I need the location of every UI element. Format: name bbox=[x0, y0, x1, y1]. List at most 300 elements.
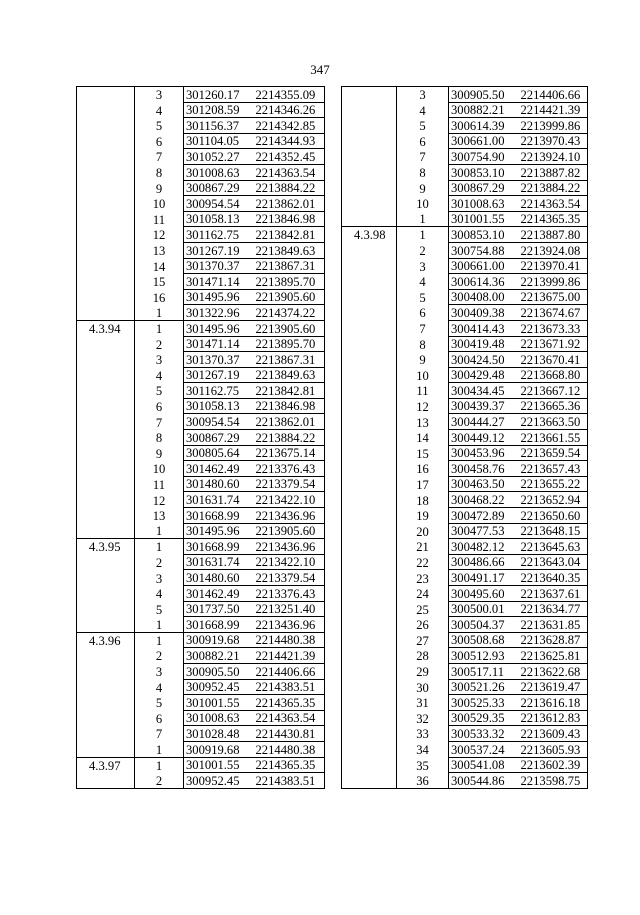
x-coordinate-cell: 301001.55 bbox=[184, 695, 254, 711]
table-row bbox=[342, 601, 588, 617]
point-number-cell: 13 bbox=[416, 415, 429, 430]
point-number-cell: 17 bbox=[416, 477, 429, 492]
table-row bbox=[77, 102, 325, 118]
table-row bbox=[342, 289, 588, 305]
x-coordinate-cell: 300954.54 bbox=[184, 414, 254, 430]
x-coordinate-cell: 300853.10 bbox=[449, 164, 519, 180]
x-coordinate-cell: 300491.17 bbox=[449, 570, 519, 586]
section-cell bbox=[77, 367, 135, 383]
table-row bbox=[77, 601, 325, 617]
table-row bbox=[77, 383, 325, 399]
y-coordinate-cell: 2214346.26 bbox=[254, 102, 325, 118]
x-coordinate-cell: 300867.29 bbox=[184, 430, 254, 446]
section-cell bbox=[77, 461, 135, 477]
section-cell: 4.3.96 bbox=[77, 632, 135, 648]
x-coordinate-cell: 300504.37 bbox=[449, 617, 519, 633]
x-coordinate-cell: 301471.14 bbox=[184, 336, 254, 352]
table-row bbox=[77, 133, 325, 149]
x-coordinate-cell: 301267.19 bbox=[184, 367, 254, 383]
section-cell bbox=[342, 679, 397, 695]
point-number-cell: 31 bbox=[416, 696, 429, 711]
section-cell bbox=[342, 461, 397, 477]
point-number-cell: 2 bbox=[155, 555, 163, 570]
table-row bbox=[342, 274, 588, 290]
point-number-cell: 8 bbox=[419, 166, 426, 181]
y-coordinate-cell: 2213376.43 bbox=[254, 586, 325, 602]
point-number-cell: 1 bbox=[397, 227, 449, 243]
x-coordinate-cell: 301162.75 bbox=[184, 383, 254, 399]
y-coordinate-cell: 2213657.43 bbox=[519, 461, 588, 477]
section-cell bbox=[77, 570, 135, 586]
section-cell bbox=[342, 398, 397, 414]
point-number-cell: 5 bbox=[155, 602, 163, 617]
y-coordinate-cell: 2214383.51 bbox=[254, 773, 325, 789]
y-coordinate-cell: 2213652.94 bbox=[519, 492, 588, 508]
section-cell bbox=[77, 164, 135, 180]
section-cell: 4.3.95 bbox=[77, 539, 135, 555]
section-cell bbox=[342, 336, 397, 352]
x-coordinate-cell: 301480.60 bbox=[184, 570, 254, 586]
point-number-cell: 20 bbox=[416, 524, 429, 539]
point-number-cell: 7 bbox=[419, 150, 426, 165]
point-number-cell: 5 bbox=[419, 119, 426, 134]
table-row bbox=[342, 726, 588, 742]
section-cell bbox=[342, 367, 397, 383]
section-cell bbox=[342, 539, 397, 555]
x-coordinate-cell: 301052.27 bbox=[184, 149, 254, 165]
x-coordinate-cell: 300754.88 bbox=[449, 242, 519, 258]
table-row bbox=[77, 632, 325, 648]
x-coordinate-cell: 300414.43 bbox=[449, 320, 519, 336]
section-cell bbox=[77, 102, 135, 118]
point-number-cell: 7 bbox=[419, 322, 426, 336]
point-number-cell: 25 bbox=[416, 602, 429, 617]
section-cell bbox=[77, 414, 135, 430]
x-coordinate-cell: 301668.99 bbox=[184, 617, 254, 633]
section-cell bbox=[77, 227, 135, 243]
table-row bbox=[77, 695, 325, 711]
point-number-cell: 24 bbox=[416, 587, 429, 602]
y-coordinate-cell: 2213631.85 bbox=[519, 617, 588, 633]
section-cell bbox=[77, 663, 135, 679]
section-cell bbox=[342, 352, 397, 368]
table-row bbox=[342, 523, 588, 539]
table-row bbox=[77, 118, 325, 134]
y-coordinate-cell: 2213609.43 bbox=[519, 726, 588, 742]
x-coordinate-cell: 300954.54 bbox=[184, 196, 254, 212]
x-coordinate-cell: 300905.50 bbox=[184, 663, 254, 679]
point-number-cell: 35 bbox=[416, 758, 429, 773]
section-cell bbox=[342, 430, 397, 446]
table-row bbox=[77, 289, 325, 305]
x-coordinate-cell: 300905.50 bbox=[449, 87, 519, 103]
section-cell bbox=[77, 695, 135, 711]
table-row bbox=[342, 352, 588, 368]
point-number-cell: 19 bbox=[416, 509, 429, 524]
section-cell bbox=[342, 617, 397, 633]
x-coordinate-cell: 300614.36 bbox=[449, 274, 519, 290]
y-coordinate-cell: 2214344.93 bbox=[254, 133, 325, 149]
x-coordinate-cell: 300472.89 bbox=[449, 508, 519, 524]
x-coordinate-cell: 300867.29 bbox=[184, 180, 254, 196]
x-coordinate-cell: 300521.26 bbox=[449, 679, 519, 695]
y-coordinate-cell: 2213422.10 bbox=[254, 554, 325, 570]
y-coordinate-cell: 2214383.51 bbox=[254, 679, 325, 695]
y-coordinate-cell: 2213648.15 bbox=[519, 523, 588, 539]
point-number-cell: 6 bbox=[155, 399, 163, 414]
section-cell bbox=[342, 383, 397, 399]
y-coordinate-cell: 2214430.81 bbox=[254, 726, 325, 742]
x-coordinate-cell: 300453.96 bbox=[449, 445, 519, 461]
table-row bbox=[77, 476, 325, 492]
y-coordinate-cell: 2213605.93 bbox=[519, 741, 588, 757]
y-coordinate-cell: 2213650.60 bbox=[519, 508, 588, 524]
x-coordinate-cell: 301668.99 bbox=[184, 539, 254, 555]
x-coordinate-cell: 300458.76 bbox=[449, 461, 519, 477]
section-cell bbox=[342, 695, 397, 711]
point-number-cell: 6 bbox=[419, 134, 426, 149]
section-cell bbox=[77, 508, 135, 524]
section-cell bbox=[342, 289, 397, 305]
x-coordinate-cell: 301668.99 bbox=[184, 508, 254, 524]
section-cell bbox=[342, 196, 397, 212]
y-coordinate-cell: 2213895.70 bbox=[254, 336, 325, 352]
x-coordinate-cell: 300529.35 bbox=[449, 710, 519, 726]
section-cell bbox=[77, 617, 135, 633]
y-coordinate-cell: 2213887.82 bbox=[519, 164, 588, 180]
y-coordinate-cell: 2213905.60 bbox=[254, 320, 325, 336]
y-coordinate-cell: 2213667.12 bbox=[519, 383, 588, 399]
point-number-cell: 16 bbox=[416, 462, 429, 477]
point-number-cell: 6 bbox=[155, 134, 163, 149]
x-coordinate-cell: 301267.19 bbox=[184, 242, 254, 258]
x-coordinate-cell: 300537.24 bbox=[449, 741, 519, 757]
x-coordinate-cell: 300661.00 bbox=[449, 258, 519, 274]
section-cell bbox=[77, 741, 135, 757]
point-number-cell: 15 bbox=[416, 446, 429, 461]
y-coordinate-cell: 2213842.81 bbox=[254, 383, 325, 399]
y-coordinate-cell: 2213895.70 bbox=[254, 274, 325, 290]
table-row bbox=[77, 367, 325, 383]
y-coordinate-cell: 2213645.63 bbox=[519, 539, 588, 555]
table-row bbox=[342, 741, 588, 757]
table-row bbox=[342, 648, 588, 664]
table-row bbox=[342, 367, 588, 383]
section-cell bbox=[77, 601, 135, 617]
y-coordinate-cell: 2214355.09 bbox=[254, 87, 325, 103]
table-row bbox=[342, 773, 588, 789]
y-coordinate-cell: 2213842.81 bbox=[254, 227, 325, 243]
point-number-cell: 2 bbox=[419, 244, 426, 259]
x-coordinate-cell: 300614.39 bbox=[449, 118, 519, 134]
y-coordinate-cell: 2213436.96 bbox=[254, 539, 325, 555]
point-number-cell: 10 bbox=[152, 462, 166, 477]
section-cell bbox=[77, 211, 135, 227]
point-number-cell: 9 bbox=[419, 181, 426, 196]
point-number-cell: 14 bbox=[152, 259, 166, 274]
x-coordinate-cell: 300952.45 bbox=[184, 773, 254, 789]
point-number-cell: 12 bbox=[152, 228, 166, 243]
point-number-cell: 1 bbox=[155, 742, 163, 757]
section-cell bbox=[77, 726, 135, 742]
x-coordinate-cell: 301208.59 bbox=[184, 102, 254, 118]
table-row bbox=[342, 196, 588, 212]
y-coordinate-cell: 2213924.10 bbox=[519, 149, 588, 165]
section-cell: 4.3.97 bbox=[77, 757, 135, 773]
table-row bbox=[342, 258, 588, 274]
y-coordinate-cell: 2213846.98 bbox=[254, 398, 325, 414]
section-cell bbox=[77, 149, 135, 165]
y-coordinate-cell: 2214352.45 bbox=[254, 149, 325, 165]
table-row bbox=[342, 492, 588, 508]
y-coordinate-cell: 2214363.54 bbox=[519, 196, 588, 212]
point-number-cell: 8 bbox=[155, 431, 163, 446]
table-row bbox=[77, 757, 325, 773]
point-number-cell: 30 bbox=[416, 680, 429, 695]
point-number-cell: 3 bbox=[155, 353, 163, 368]
x-coordinate-cell: 300449.12 bbox=[449, 430, 519, 446]
table-row bbox=[342, 383, 588, 399]
y-coordinate-cell: 2213663.50 bbox=[519, 414, 588, 430]
x-coordinate-cell: 301471.14 bbox=[184, 274, 254, 290]
x-coordinate-cell: 300517.11 bbox=[449, 663, 519, 679]
y-coordinate-cell: 2213670.41 bbox=[519, 352, 588, 368]
point-number-cell: 16 bbox=[152, 290, 166, 305]
y-coordinate-cell: 2214406.66 bbox=[254, 663, 325, 679]
point-number-cell: 4 bbox=[155, 680, 163, 695]
y-coordinate-cell: 2213379.54 bbox=[254, 570, 325, 586]
section-cell bbox=[77, 554, 135, 570]
x-coordinate-cell: 300919.68 bbox=[184, 741, 254, 757]
table-row bbox=[342, 554, 588, 570]
table-row bbox=[342, 710, 588, 726]
section-cell bbox=[342, 632, 397, 648]
x-coordinate-cell: 301495.96 bbox=[184, 320, 254, 336]
table-row bbox=[77, 570, 325, 586]
y-coordinate-cell: 2213970.43 bbox=[519, 133, 588, 149]
x-coordinate-cell: 300919.68 bbox=[184, 632, 254, 648]
y-coordinate-cell: 2213422.10 bbox=[254, 492, 325, 508]
y-coordinate-cell: 2213616.18 bbox=[519, 695, 588, 711]
table-row bbox=[77, 196, 325, 212]
section-cell bbox=[77, 476, 135, 492]
section-cell bbox=[342, 710, 397, 726]
y-coordinate-cell: 2214406.66 bbox=[519, 87, 588, 103]
section-cell bbox=[77, 336, 135, 352]
y-coordinate-cell: 2213665.36 bbox=[519, 398, 588, 414]
y-coordinate-cell: 2214421.39 bbox=[254, 648, 325, 664]
point-number-cell: 7 bbox=[155, 415, 163, 430]
x-coordinate-cell: 300468.22 bbox=[449, 492, 519, 508]
point-number-cell: 5 bbox=[419, 290, 426, 305]
section-cell bbox=[342, 305, 397, 321]
point-number-cell: 1 bbox=[155, 524, 163, 539]
y-coordinate-cell: 2213598.75 bbox=[519, 773, 588, 789]
table-row bbox=[77, 258, 325, 274]
point-number-cell: 29 bbox=[416, 665, 429, 680]
y-coordinate-cell: 2213602.39 bbox=[519, 757, 588, 773]
x-coordinate-cell: 300754.90 bbox=[449, 149, 519, 165]
y-coordinate-cell: 2213622.68 bbox=[519, 663, 588, 679]
point-number-cell: 15 bbox=[152, 275, 166, 290]
y-coordinate-cell: 2214421.39 bbox=[519, 102, 588, 118]
table-row bbox=[77, 461, 325, 477]
point-number-cell: 4 bbox=[419, 103, 426, 118]
table-row bbox=[77, 164, 325, 180]
point-number-cell: 23 bbox=[416, 571, 429, 586]
y-coordinate-cell: 2214374.22 bbox=[254, 305, 325, 321]
point-number-cell: 6 bbox=[419, 306, 426, 321]
point-number-cell: 11 bbox=[416, 384, 429, 399]
x-coordinate-cell: 300952.45 bbox=[184, 679, 254, 695]
x-coordinate-cell: 301260.17 bbox=[184, 87, 254, 103]
table-row bbox=[342, 461, 588, 477]
table-row bbox=[77, 741, 325, 757]
table-row bbox=[77, 227, 325, 243]
y-coordinate-cell: 2213675.00 bbox=[519, 289, 588, 305]
y-coordinate-cell: 2213612.83 bbox=[519, 710, 588, 726]
table-row bbox=[342, 695, 588, 711]
table-row bbox=[77, 726, 325, 742]
section-cell bbox=[342, 133, 397, 149]
x-coordinate-cell: 300853.10 bbox=[449, 227, 519, 243]
y-coordinate-cell: 2213619.47 bbox=[519, 679, 588, 695]
section-cell bbox=[342, 773, 397, 789]
x-coordinate-cell: 301104.05 bbox=[184, 133, 254, 149]
x-coordinate-cell: 300495.60 bbox=[449, 586, 519, 602]
x-coordinate-cell: 301008.63 bbox=[449, 196, 519, 212]
section-cell: 4.3.94 bbox=[77, 320, 135, 336]
x-coordinate-cell: 300541.08 bbox=[449, 757, 519, 773]
point-number-cell: 22 bbox=[416, 555, 429, 570]
x-coordinate-cell: 300805.64 bbox=[184, 445, 254, 461]
x-coordinate-cell: 301156.37 bbox=[184, 118, 254, 134]
y-coordinate-cell: 2214365.35 bbox=[254, 757, 325, 773]
y-coordinate-cell: 2213675.14 bbox=[254, 445, 325, 461]
point-number-cell: 3 bbox=[419, 88, 426, 103]
table-row bbox=[342, 445, 588, 461]
section-cell bbox=[342, 663, 397, 679]
table-row bbox=[342, 663, 588, 679]
y-coordinate-cell: 2213643.04 bbox=[519, 554, 588, 570]
y-coordinate-cell: 2213884.22 bbox=[254, 430, 325, 446]
y-coordinate-cell: 2213905.60 bbox=[254, 289, 325, 305]
x-coordinate-cell: 301370.37 bbox=[184, 352, 254, 368]
x-coordinate-cell: 300661.00 bbox=[449, 133, 519, 149]
section-cell bbox=[342, 180, 397, 196]
y-coordinate-cell: 2213999.86 bbox=[519, 274, 588, 290]
x-coordinate-cell: 301737.50 bbox=[184, 601, 254, 617]
section-cell bbox=[342, 601, 397, 617]
x-coordinate-cell: 300477.53 bbox=[449, 523, 519, 539]
table-row bbox=[77, 508, 325, 524]
table-row bbox=[77, 679, 325, 695]
section-cell bbox=[77, 648, 135, 664]
point-number-cell: 10 bbox=[152, 197, 166, 212]
x-coordinate-cell: 300434.45 bbox=[449, 383, 519, 399]
table-row bbox=[342, 164, 588, 180]
y-coordinate-cell: 2213862.01 bbox=[254, 196, 325, 212]
section-cell bbox=[77, 773, 135, 789]
table-row bbox=[342, 586, 588, 602]
x-coordinate-cell: 301495.96 bbox=[184, 289, 254, 305]
y-coordinate-cell: 2213251.40 bbox=[254, 601, 325, 617]
y-coordinate-cell: 2213999.86 bbox=[519, 118, 588, 134]
section-cell bbox=[342, 242, 397, 258]
section-cell bbox=[77, 242, 135, 258]
x-coordinate-cell: 300486.66 bbox=[449, 554, 519, 570]
section-cell bbox=[342, 258, 397, 274]
y-coordinate-cell: 2213379.54 bbox=[254, 476, 325, 492]
table-row bbox=[77, 554, 325, 570]
table-row bbox=[77, 430, 325, 446]
point-number-cell: 9 bbox=[419, 353, 426, 368]
point-number-cell: 7 bbox=[155, 150, 163, 165]
table-row bbox=[342, 320, 588, 336]
table-row bbox=[77, 242, 325, 258]
y-coordinate-cell: 2213849.63 bbox=[254, 242, 325, 258]
table-row bbox=[342, 414, 588, 430]
point-number-cell: 4 bbox=[155, 368, 163, 383]
x-coordinate-cell: 300500.01 bbox=[449, 601, 519, 617]
table-row bbox=[342, 133, 588, 149]
x-coordinate-cell: 301495.96 bbox=[184, 523, 254, 539]
section-cell bbox=[77, 430, 135, 446]
y-coordinate-cell: 2213671.92 bbox=[519, 336, 588, 352]
y-coordinate-cell: 2213867.31 bbox=[254, 352, 325, 368]
x-coordinate-cell: 300882.21 bbox=[449, 102, 519, 118]
point-number-cell: 5 bbox=[155, 696, 163, 711]
table-row bbox=[77, 274, 325, 290]
y-coordinate-cell: 2214480.38 bbox=[254, 632, 325, 648]
point-number-cell: 11 bbox=[152, 477, 166, 492]
x-coordinate-cell: 300867.29 bbox=[449, 180, 519, 196]
point-number-cell: 1 bbox=[135, 320, 184, 336]
page-number: 347 bbox=[310, 62, 330, 77]
table-row bbox=[77, 305, 325, 321]
point-number-cell: 8 bbox=[419, 337, 426, 352]
point-number-cell: 2 bbox=[155, 337, 163, 352]
table-row bbox=[77, 336, 325, 352]
section-cell bbox=[77, 445, 135, 461]
section-cell bbox=[342, 757, 397, 773]
section-cell bbox=[342, 508, 397, 524]
x-coordinate-cell: 301480.60 bbox=[184, 476, 254, 492]
point-number-cell: 1 bbox=[135, 757, 184, 773]
section-cell bbox=[342, 414, 397, 430]
table-row bbox=[77, 414, 325, 430]
section-cell bbox=[342, 118, 397, 134]
coordinates-table-left bbox=[76, 86, 325, 789]
y-coordinate-cell: 2214365.35 bbox=[519, 211, 588, 227]
section-cell bbox=[77, 679, 135, 695]
point-number-cell: 13 bbox=[152, 244, 166, 259]
table-body bbox=[342, 87, 588, 789]
y-coordinate-cell: 2213634.77 bbox=[519, 601, 588, 617]
point-number-cell: 10 bbox=[416, 368, 429, 383]
y-coordinate-cell: 2213659.54 bbox=[519, 445, 588, 461]
point-number-cell: 34 bbox=[416, 743, 429, 758]
point-number-cell: 28 bbox=[416, 649, 429, 664]
point-number-cell: 4 bbox=[155, 103, 163, 118]
table-row bbox=[77, 710, 325, 726]
y-coordinate-cell: 2213884.22 bbox=[519, 180, 588, 196]
table-row bbox=[77, 617, 325, 633]
section-cell bbox=[342, 476, 397, 492]
table-row bbox=[342, 398, 588, 414]
table-row bbox=[77, 180, 325, 196]
y-coordinate-cell: 2213867.31 bbox=[254, 258, 325, 274]
